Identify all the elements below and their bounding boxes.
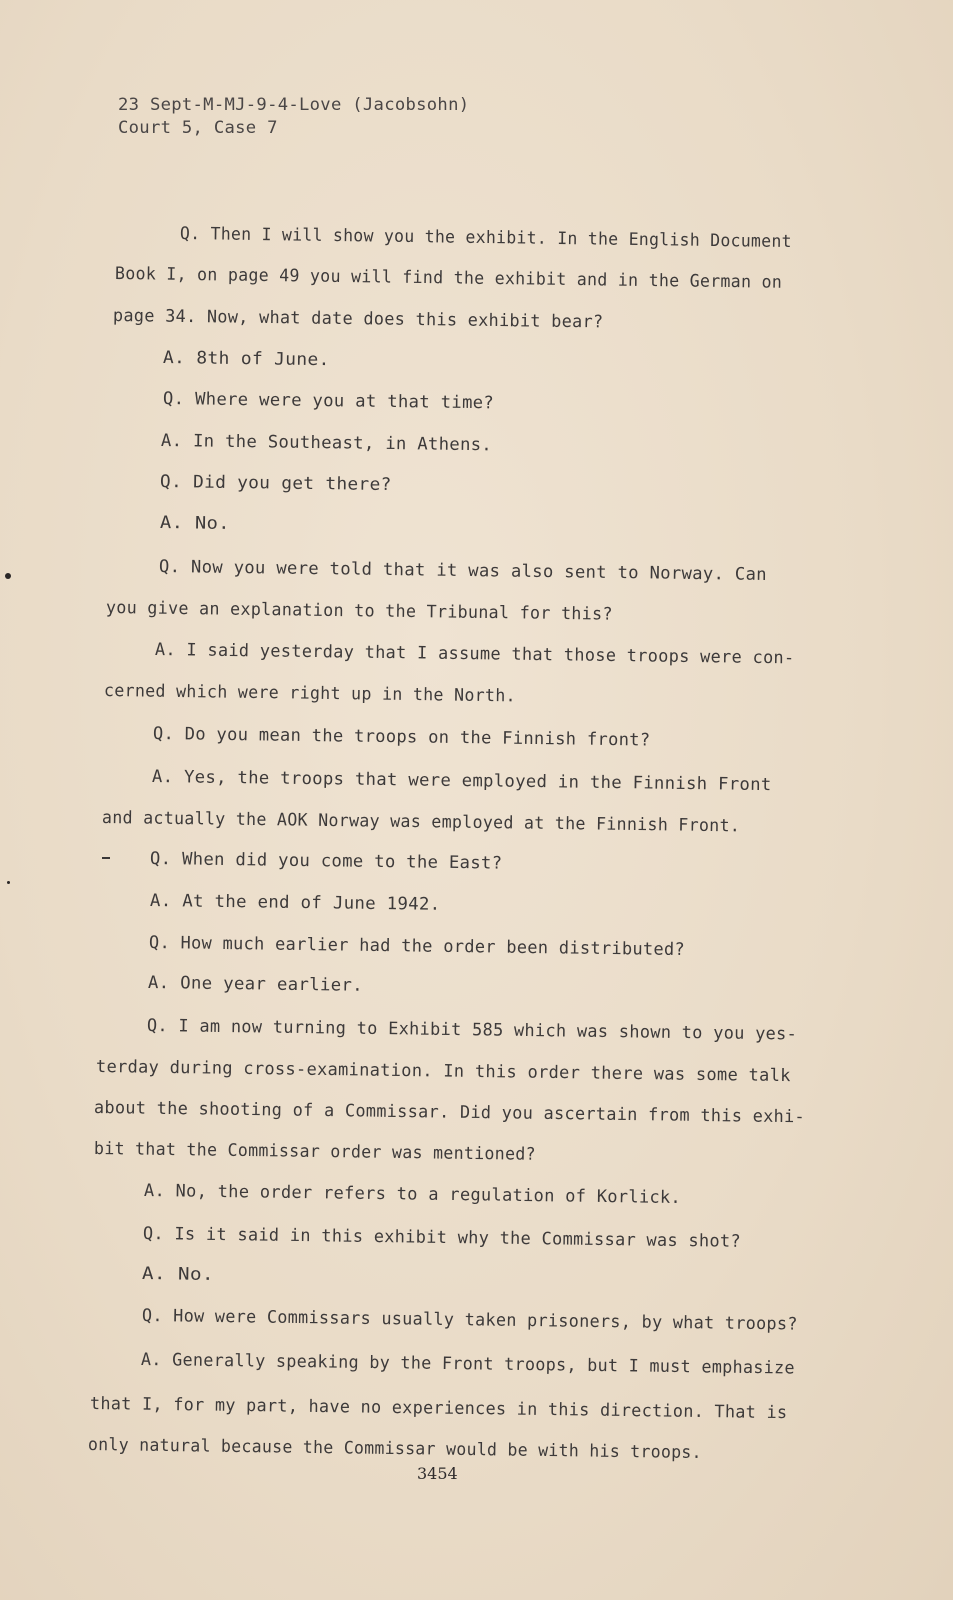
transcript-line: only natural because the Commissar would be with his troops. <box>87 1435 702 1464</box>
transcript-line: Q. Where were you at that time? <box>162 389 495 414</box>
margin-mark <box>5 573 11 579</box>
transcript-line: Q. Did you get there? <box>159 472 392 496</box>
transcript-line: Q. How were Commissars usually taken prisoners, by what troops? <box>141 1306 798 1335</box>
transcript-line: Q. Then I will show you the exhibit. In the English Document <box>179 224 792 253</box>
margin-mark <box>7 881 10 884</box>
transcript-line: A. No. <box>159 513 231 534</box>
header-court-case-line: Court 5, Case 7 <box>118 118 278 138</box>
margin-mark <box>102 857 110 859</box>
transcript-line: Q. Do you mean the troops on the Finnish front? <box>152 724 651 751</box>
transcript-line: A. One year earlier. <box>147 973 364 996</box>
transcript-line: terday during cross-examination. In this order there was some talk <box>95 1057 791 1087</box>
header-reference-line: 23 Sept-M-MJ-9-4-Love (Jacobsohn) <box>118 95 470 115</box>
transcript-line: Q. Now you were told that it was also sent to Norway. Can <box>158 557 767 585</box>
transcript-line: Q. When did you come to the East? <box>149 849 503 874</box>
transcript-line: A. 8th of June. <box>162 348 330 371</box>
transcript-line: A. Yes, the troops that were employed in the Finnish Front <box>151 767 772 796</box>
transcript-line: you give an explanation to the Tribunal for this? <box>105 598 613 625</box>
transcript-line: about the shooting of a Commissar. Did you ascertain from this exhi- <box>93 1098 806 1128</box>
transcript-line: page 34. Now, what date does this exhibit bear? <box>112 306 604 333</box>
transcript-line: that I, for my part, have no experiences in this direction. That is <box>89 1394 788 1424</box>
transcript-line: and actually the AOK Norway was employed at the Finnish Front. <box>101 808 741 837</box>
transcript-line: A. No. <box>141 1264 215 1285</box>
transcript-line: Q. How much earlier had the order been distributed? <box>148 933 686 961</box>
transcript-line: A. Generally speaking by the Front troops, but I must emphasize <box>140 1350 795 1379</box>
transcript-line: A. In the Southeast, in Athens. <box>160 431 493 456</box>
transcript-line: A. I said yesterday that I assume that those troops were con- <box>154 640 795 669</box>
transcript-line: A. No, the order refers to a regulation of Korlick. <box>143 1181 682 1209</box>
transcript-line: bit that the Commissar order was mentioned? <box>93 1139 536 1165</box>
page-number: 3454 <box>417 1464 458 1483</box>
transcript-line: cerned which were right up in the North. <box>103 681 517 707</box>
transcript-line: Book I, on page 49 you will find the exhibit and in the German on <box>114 264 783 293</box>
document-header <box>118 94 469 140</box>
transcript-line: Q. I am now turning to Exhibit 585 which was shown to you yes- <box>146 1016 798 1045</box>
transcript-line: A. At the end of June 1942. <box>149 891 441 915</box>
transcript-line: Q. Is it said in this exhibit why the Commissar was shot? <box>142 1224 742 1252</box>
